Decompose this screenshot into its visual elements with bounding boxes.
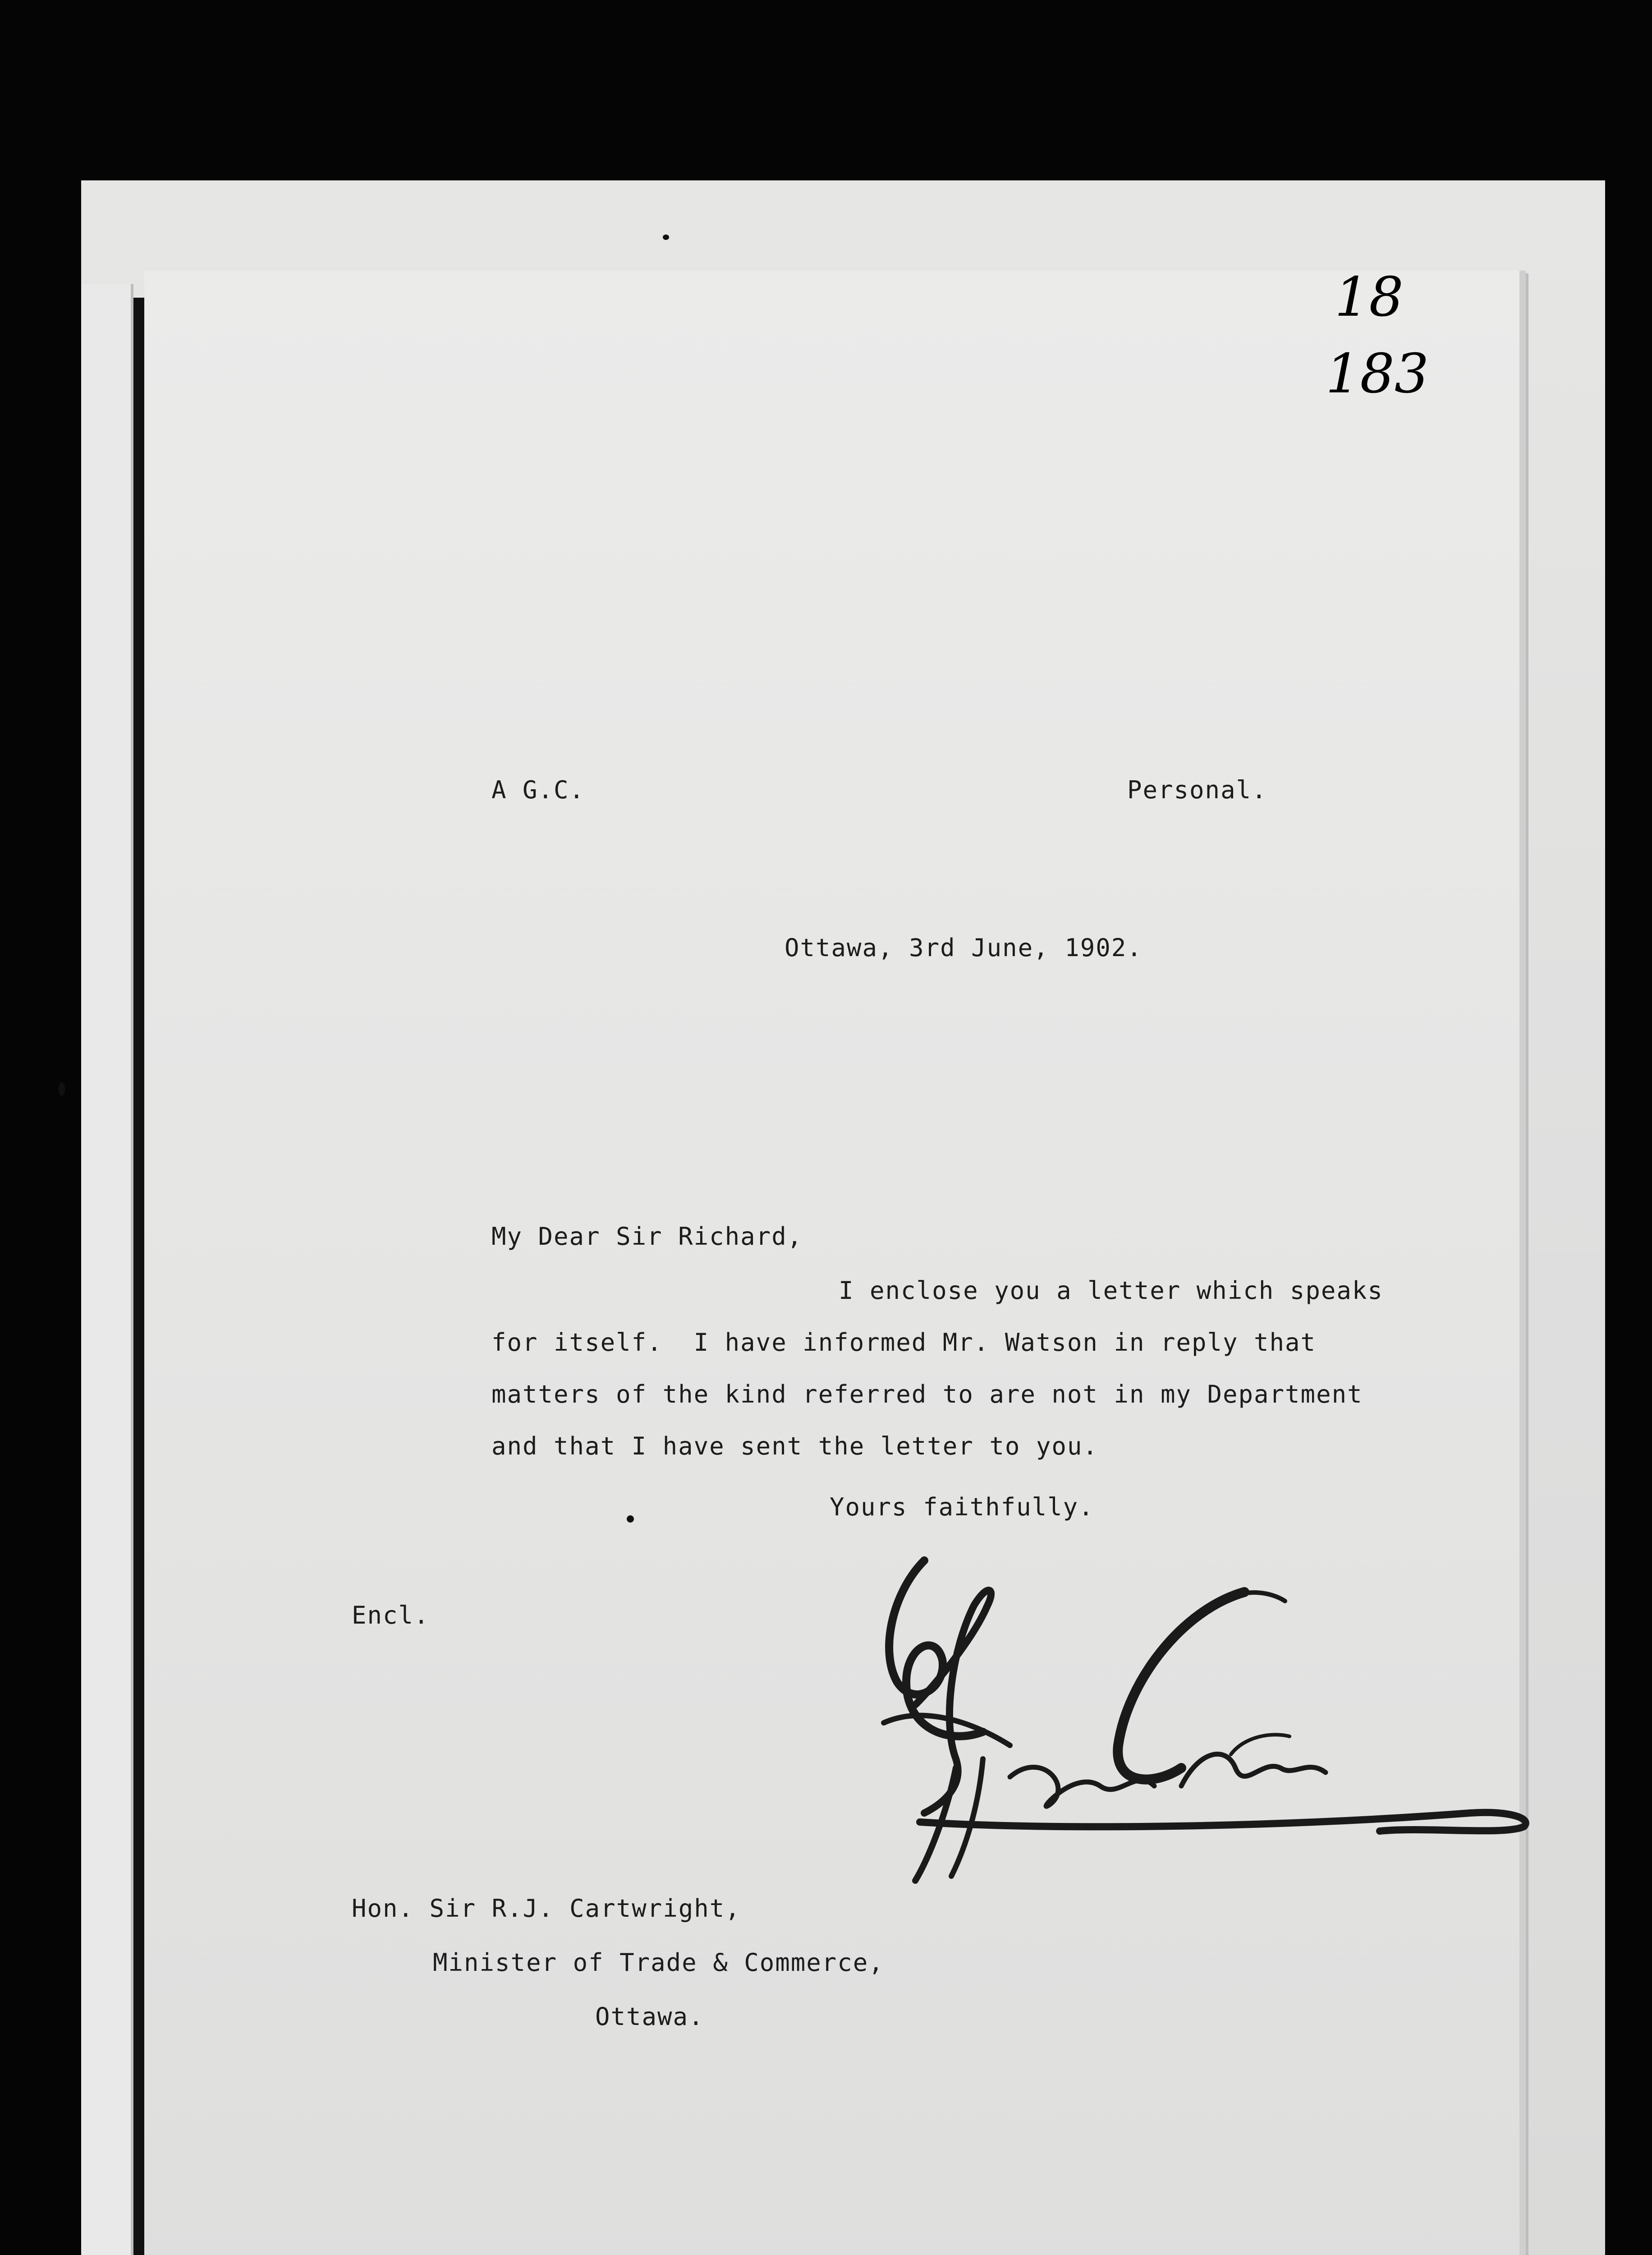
enclosure-note: Encl.	[352, 1601, 430, 1629]
body-line-2: for itself. I have informed Mr. Watson in reply that	[491, 1328, 1317, 1357]
binder-strip	[81, 284, 133, 2255]
addressee-line-2: Minister of Trade & Commerce,	[433, 1948, 884, 1977]
salutation: My Dear Sir Richard,	[491, 1222, 803, 1251]
addressee-line-1: Hon. Sir R.J. Cartwright,	[352, 1894, 741, 1923]
letter-sheet	[144, 266, 1526, 2255]
body-line-3: matters of the kind referred to are not in my Department	[491, 1380, 1363, 1408]
place-date: Ottawa, 3rd June, 1902.	[785, 934, 1143, 962]
film-speck	[627, 1515, 634, 1523]
closing: Yours faithfully.	[830, 1493, 1094, 1521]
reference-code: A G.C.	[491, 776, 585, 804]
microfilm-frame	[81, 180, 1605, 2255]
addressee-line-3: Ottawa.	[595, 2002, 704, 2031]
film-speck	[59, 1082, 65, 1096]
folio-number-handwritten: 183	[1326, 343, 1429, 405]
body-line-1: I enclose you a letter which speaks	[839, 1276, 1383, 1305]
film-speck	[663, 235, 669, 240]
body-line-4: and that I have sent the letter to you.	[491, 1432, 1098, 1460]
folio-number-stamped: 18	[1335, 266, 1404, 329]
personal-marking: Personal.	[1127, 776, 1267, 804]
signature-image	[839, 1533, 1560, 2057]
